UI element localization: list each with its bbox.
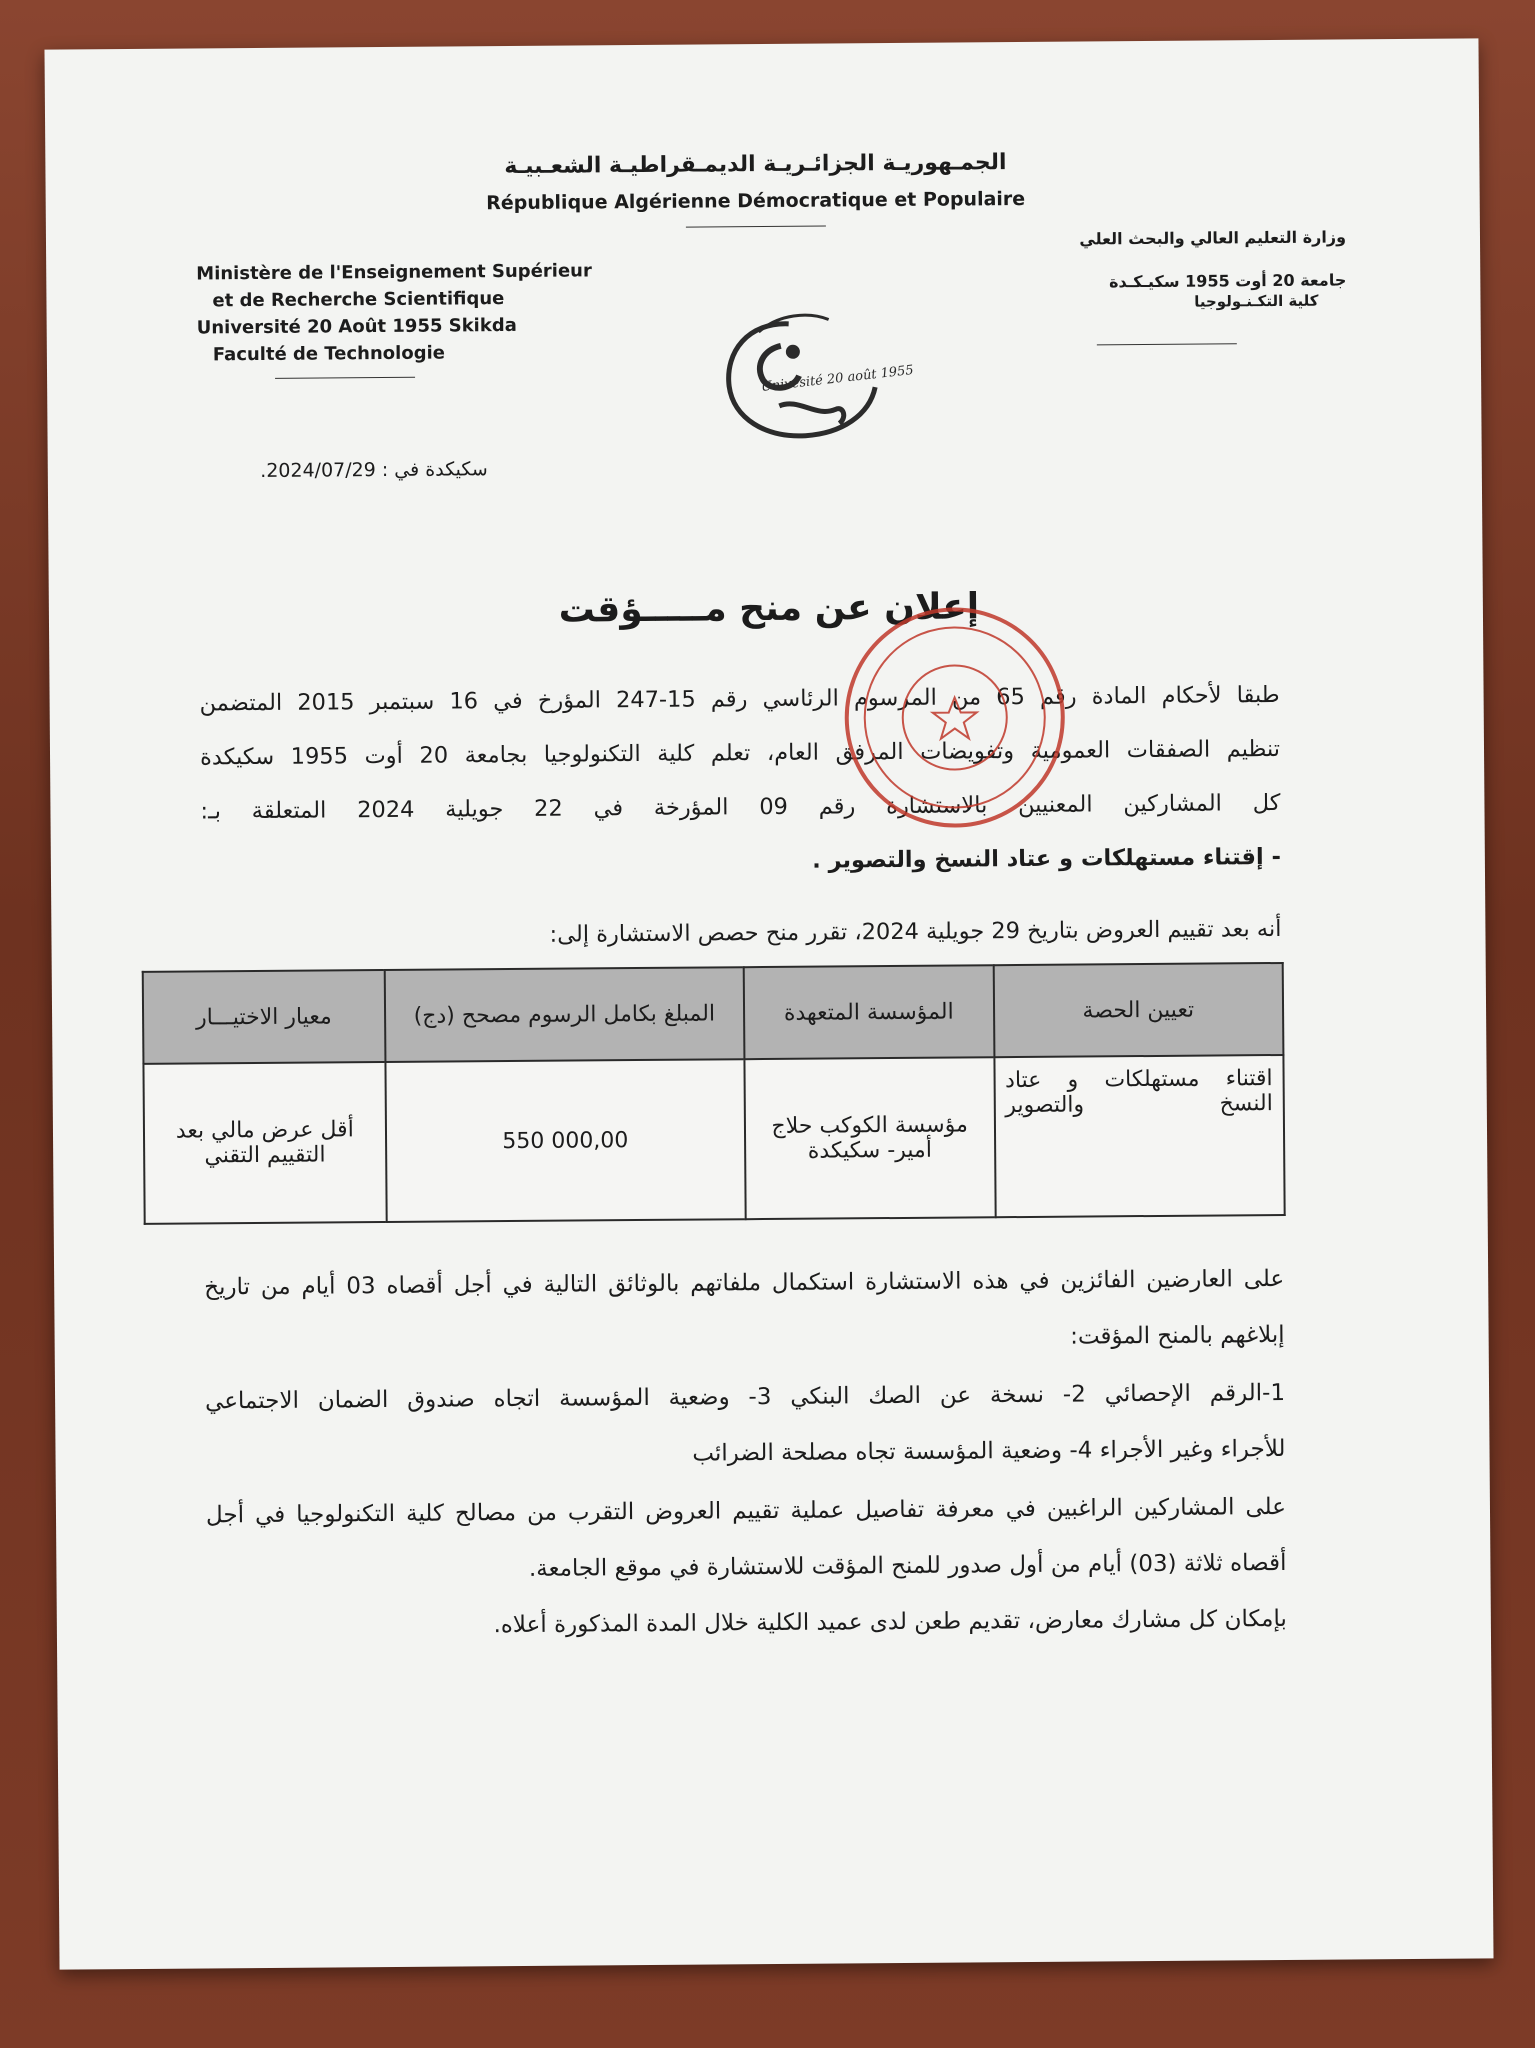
subject-bullet: - إقتناء مستهلكات و عتاد النسخ والتصوير . — [812, 843, 1281, 874]
documents-list-line2: للأجراء وغير الأجراء 4- وضعية المؤسسة تجاه مصلحة الضرائب — [692, 1435, 1286, 1467]
cell-company: مؤسسة الكوكب حلاج أمير- سكيكدة — [744, 1057, 995, 1219]
documents-line2: إبلاغهم بالمنح المؤقت: — [1070, 1321, 1285, 1350]
institution-block-french — [196, 257, 617, 368]
cell-amount: 550 000,00 — [385, 1059, 746, 1222]
french-block-divider — [275, 377, 415, 379]
header-lot: تعيين الحصة — [993, 963, 1283, 1057]
table-row — [143, 1055, 1284, 1224]
logo-text: Univesité 20 août 1955 — [760, 362, 915, 396]
republic-title-arabic: الجمـهوريـة الجزائـريـة الديمـقراطيـة الشعـبيـة — [504, 150, 1007, 180]
body-paragraph-line1: طبقا لأحكام المادة رقم 65 من المرسوم الرئاسي رقم 15-247 المؤرخ في 16 سبتمبر 2015 المتضمن — [199, 681, 1280, 717]
body-paragraph-line2: تنظيم الصفقات العمومية وتفويضات المرفق العام، تعلم كلية التكنولوجيا بجامعة 20 أوت 1955 سكيكدة — [199, 735, 1281, 771]
institution-block-arabic — [1026, 227, 1347, 312]
header-amount: المبلغ بكامل الرسوم مصحح (دج) — [384, 967, 744, 1062]
header-company: المؤسسة المتعهدة — [744, 965, 994, 1059]
cell-lot: اقتناء مستهلكات و عتاد النسخ والتصوير — [994, 1055, 1285, 1217]
page-title: إعلان عن منح مـــــؤقت — [558, 586, 980, 631]
date-line: سكيكدة في : 2024/07/29. — [260, 458, 488, 482]
ministry-french-line2: et de Recherche Scientifique — [212, 288, 505, 312]
document-page — [44, 38, 1493, 1969]
faculty-french: Faculté de Technologie — [212, 342, 446, 366]
university-logo — [719, 305, 915, 446]
header-divider — [686, 226, 826, 228]
appeal-line: بإمكان كل مشارك معارض، تقديم طعن لدى عميد الكلية خلال المدة المذكورة أعلاه. — [493, 1605, 1287, 1639]
body-paragraph-line3: كل المشاركين المعنيين بالاستشارة رقم 09 المؤرخة في 22 جويلية 2024 المتعلقة بـ: — [200, 789, 1281, 825]
award-table — [142, 962, 1286, 1225]
documents-list-line1: 1-الرقم الإحصائي 2- نسخة عن الصك البنكي 3- وضعية المؤسسة اتجاه صندوق الضمان الاجتماعي — [205, 1379, 1286, 1415]
table-header-row — [143, 963, 1284, 1064]
ministry-arabic: وزارة التعليم العالي والبحث العلي — [1079, 227, 1347, 249]
university-arabic: جامعة 20 أوت 1955 سكيـكـدة — [1108, 270, 1347, 292]
ministry-french-line1: Ministère de l'Enseignement Supérieur — [196, 260, 592, 285]
official-stamp — [839, 602, 1071, 834]
university-french: Université 20 Août 1955 Skikda — [196, 314, 517, 339]
faculty-arabic: كلية التكـنـولوجيا — [1194, 291, 1319, 311]
decision-line: أنه بعد تقييم العروض بتاريخ 29 جويلية 2024، تقرر منح حصص الاستشارة إلى: — [549, 915, 1282, 948]
arabic-block-divider — [1097, 343, 1237, 345]
republic-title-french: République Algérienne Démocratique et Populaire — [486, 187, 1026, 215]
evaluation-info-line1: على المشاركين الراغبين في معرفة تفاصيل عملية تقييم العروض التقرب من مصالح كلية التكنولوجيا في أجل — [205, 1493, 1287, 1529]
cell-criterion: أقل عرض مالي بعد التقييم التقني — [143, 1062, 386, 1224]
header-criterion: معيار الاختيـــار — [143, 970, 385, 1064]
documents-line1: على العارضين الفائزين في هذه الاستشارة استكمال ملفاتهم بالوثائق التالية في أجل أقصاه 03 أيام من تاريخ — [204, 1265, 1285, 1301]
evaluation-info-line2: أقصاه ثلاثة (03) أيام من أول صدور للمنح المؤقت للاستشارة في موقع الجامعة. — [528, 1549, 1287, 1582]
